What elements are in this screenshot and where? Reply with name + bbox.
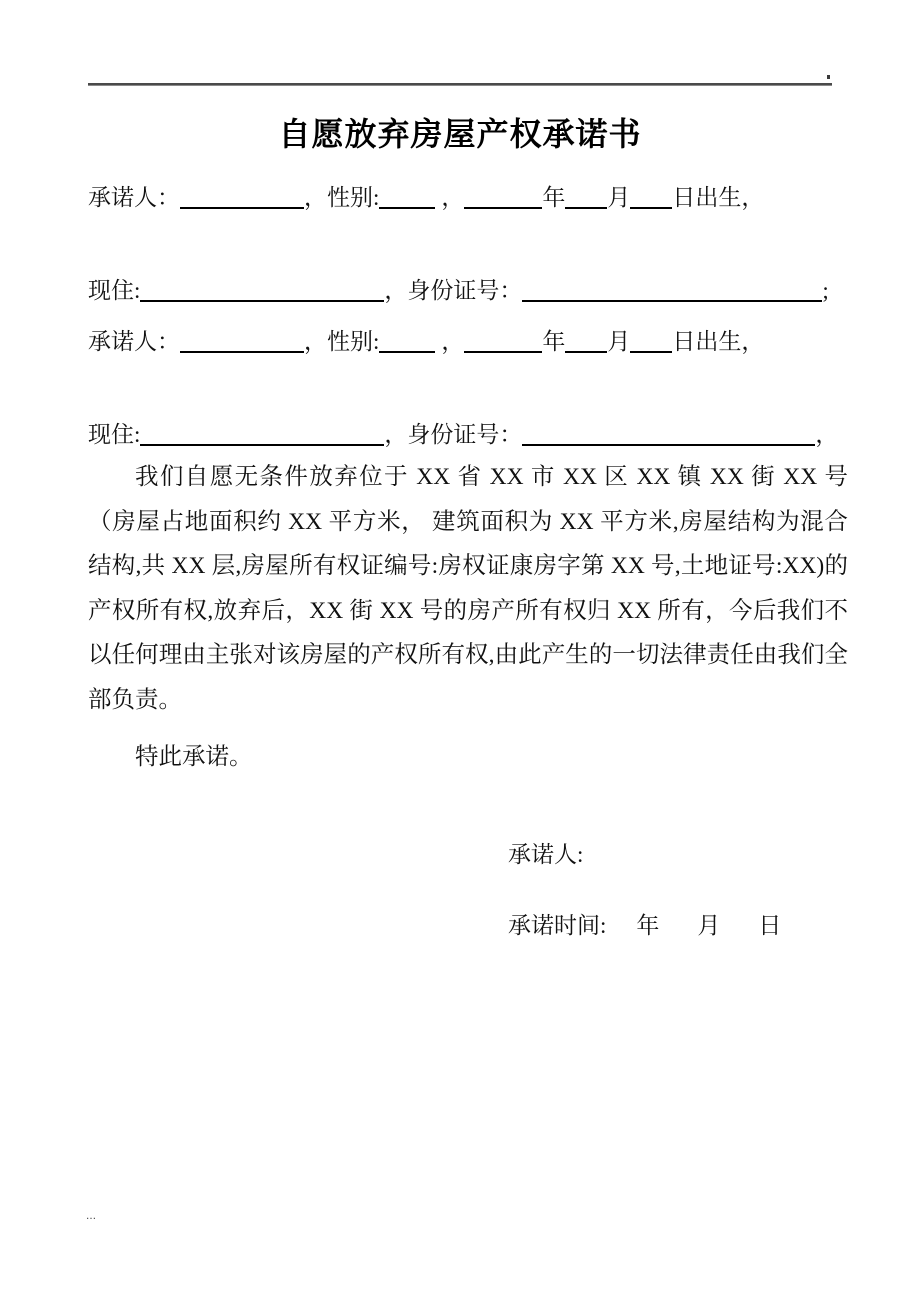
promisor-2-year-blank[interactable] (464, 329, 542, 353)
promisor-2-name-label: 承诺人： (88, 329, 180, 354)
header-tick-mark (827, 75, 830, 79)
promisor-1-id-blank[interactable] (522, 278, 822, 302)
signature-date-label: 承诺时间: (508, 913, 607, 938)
page-header (0, 0, 920, 90)
promisor-2-identity-line (88, 319, 848, 364)
promisor-1-terminator: ; (822, 278, 829, 303)
promisor-1-id-label: 身份证号： (407, 278, 523, 303)
signature-year-unit: 年 (636, 913, 660, 938)
promisor-1-identity-line (88, 175, 848, 220)
promisor-2-sep-2: ， (441, 329, 465, 354)
promisor-2-terminator: ， (815, 422, 839, 447)
promisor-2-id-label: 身份证号： (407, 422, 523, 447)
promisor-1-sep-2: ， (441, 185, 465, 210)
promisor-2-month-unit: 月 (607, 329, 631, 354)
promisor-2-day-blank[interactable] (630, 329, 672, 353)
promisor-1-month-unit: 月 (607, 185, 631, 210)
promisor-2-name-blank[interactable] (180, 329, 304, 353)
signature-block (508, 832, 848, 948)
signature-day-unit: 日 (758, 913, 782, 938)
promisor-2-address-blank[interactable] (140, 422, 384, 446)
promisor-1-address-sep: ， (384, 278, 408, 303)
promisor-2-sex-label: 性别: (327, 329, 380, 354)
promisor-2-sep-1: ， (304, 329, 327, 354)
promisor-1-address-line (88, 268, 848, 313)
signature-promisor-label: 承诺人: (508, 842, 584, 867)
promisor-2-sex-blank[interactable] (379, 329, 435, 353)
body-paragraph-main: 我们自愿无条件放弃位于 XX 省 XX 市 XX 区 XX 镇 XX 街 XX 号（房屋占地面积约 XX 平方米， 建筑面积为 XX 平方米,房屋结构为混合结构,共 XX 层,房屋所有权证编号:房权证康房字第 XX 号,土地证号:XX)的产权所有权,放弃后，XX 街 XX 号的房产所有权归 XX 所有，今后我们不以任何理由主张对该房屋的产权所有权,由此产生的一切法律责任由我们全部负责。 (88, 464, 848, 713)
promisor-1-name-label: 承诺人： (88, 185, 180, 210)
promisor-2-address-label: 现住: (88, 422, 141, 447)
body-paragraph-closing: 特此承诺。 (135, 744, 253, 770)
promisor-1-address-label: 现住: (88, 278, 141, 303)
promisor-1-sep-1: ， (304, 185, 327, 210)
promisor-1-month-blank[interactable] (565, 185, 607, 209)
promisor-2-year-unit: 年 (542, 329, 566, 354)
promisor-1-year-blank[interactable] (464, 185, 542, 209)
promisor-1-day-blank[interactable] (630, 185, 672, 209)
signature-promisor-row (508, 832, 848, 877)
promisor-2-address-line (88, 412, 848, 457)
promisor-1-address-blank[interactable] (140, 278, 384, 302)
promisor-1-year-unit: 年 (542, 185, 566, 210)
promisor-1-day-unit: 日出生， (672, 185, 765, 210)
promisor-1-sex-label: 性别: (327, 185, 380, 210)
footer-mark: … (86, 1211, 96, 1222)
page-title: 自愿放弃房屋产权承诺书 (278, 115, 642, 153)
promisor-2-address-sep: ， (384, 422, 408, 447)
promisor-1-name-blank[interactable] (180, 185, 304, 209)
promisor-2-day-unit: 日出生， (672, 329, 765, 354)
signature-month-unit: 月 (697, 913, 721, 938)
signature-date-row (508, 903, 848, 948)
promisor-form-section (88, 175, 848, 457)
promisor-1-sex-blank[interactable] (379, 185, 435, 209)
promisor-2-month-blank[interactable] (565, 329, 607, 353)
promisor-2-id-blank[interactable] (522, 422, 815, 446)
header-horizontal-rule (88, 83, 832, 86)
